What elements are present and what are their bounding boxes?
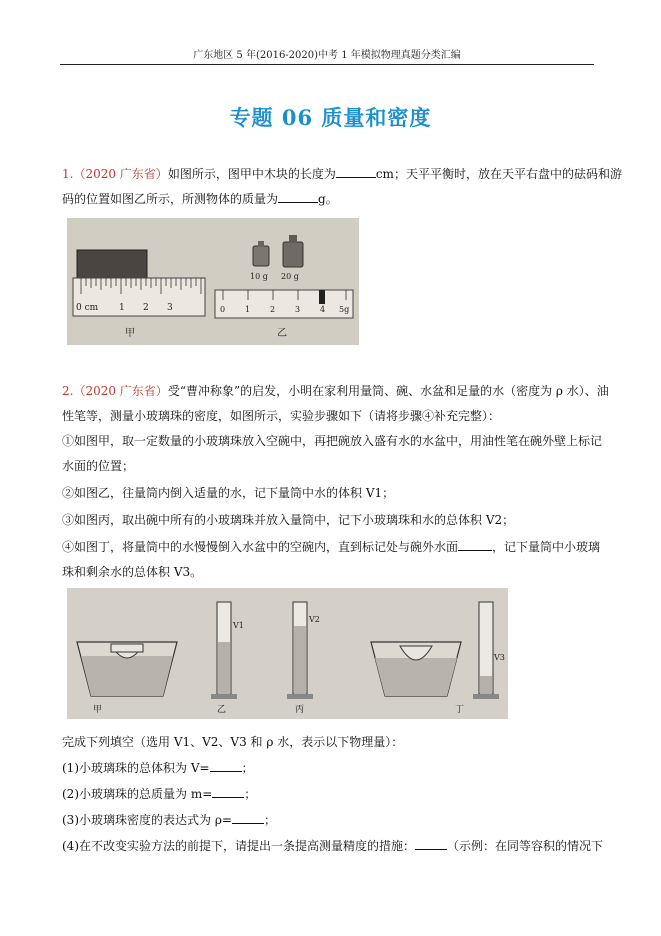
q2-blank-volume[interactable] bbox=[210, 760, 242, 772]
cyl-label-v3: V3 bbox=[494, 653, 505, 662]
q2-text-7b: ，记下量筒中小玻璃 bbox=[492, 540, 601, 554]
scale-label-5: 5g bbox=[339, 305, 350, 314]
q2-sub3-semicolon: ； bbox=[263, 813, 276, 827]
q2-text-7a: ④如图丁，将量筒中的水慢慢倒入水盆中的空碗内，直到标记处与碗外水面 bbox=[62, 540, 459, 554]
q2-text-1: 受“曹冲称象”的启发，小明在家利用量筒、碗、水盆和足量的水（密度为 ρ 水）、油 bbox=[167, 384, 609, 398]
page-title: 专题 06 质量和密度 bbox=[229, 105, 432, 130]
caption-fig-jia: 甲 bbox=[93, 705, 103, 715]
cyl-label-v2: V2 bbox=[309, 615, 320, 624]
page-header: 广东地区 5 年(2016-2020)中考 1 年模拟物理真题分类汇编 bbox=[60, 46, 594, 65]
q2-line3: ①如图甲，取一定数量的小玻璃珠放入空碗中，再把碗放入盛有水的水盆中，用油性笔在碗外壁上标记 bbox=[62, 434, 603, 448]
weight-label-10g: 10 g bbox=[250, 272, 268, 281]
scale-label-1: 1 bbox=[245, 305, 251, 314]
q2-blank-density[interactable] bbox=[232, 812, 264, 824]
q2-line5: ②如图乙，往量筒内倒入适量的水，记下量筒中水的体积 V1； bbox=[62, 486, 395, 500]
scale-label-2: 2 bbox=[270, 305, 276, 314]
q1-text-2a: 码的位置如图乙所示，所测物体的质量为 bbox=[62, 192, 279, 206]
ruler-label-1: 1 bbox=[119, 303, 125, 313]
balance-scale-bar bbox=[215, 290, 353, 318]
q1-blank-length[interactable] bbox=[336, 166, 376, 178]
rider bbox=[319, 290, 325, 304]
q2-blank-step4[interactable] bbox=[458, 539, 492, 551]
ruler-label-2: 2 bbox=[143, 303, 149, 313]
weight-10g bbox=[253, 246, 269, 266]
q2-sub1 bbox=[62, 757, 602, 779]
scale-label-0: 0 bbox=[220, 305, 226, 314]
q2-sub4-text-b: （示例：在同等容积的情况下 bbox=[447, 839, 604, 853]
q2-line4: 水面的位置； bbox=[62, 459, 135, 473]
caption-fig-yi: 乙 bbox=[217, 705, 227, 715]
q2-line1 bbox=[62, 380, 609, 402]
q2-sub2-text: (2)小玻璃珠的总质量为 m= bbox=[62, 787, 213, 801]
q2-sub3 bbox=[62, 809, 602, 831]
ruler-label-0: 0 cm bbox=[76, 303, 99, 313]
scale-label-4: 4 bbox=[320, 305, 326, 314]
q1-text-1a: 如图所示，图甲中木块的长度为 bbox=[167, 167, 336, 181]
caption-fig-bing: 丙 bbox=[295, 705, 305, 715]
q2-sub2 bbox=[62, 783, 602, 805]
q2-sub3-text: (3)小玻璃珠密度的表达式为 ρ= bbox=[62, 813, 232, 827]
q2-sub1-semicolon: ； bbox=[241, 761, 254, 775]
scale-label-3: 3 bbox=[295, 305, 301, 314]
q2-fill-intro: 完成下列填空（选用 V1、V2、V3 和 ρ 水，表示以下物理量）： bbox=[62, 735, 404, 749]
q2-blank-measure[interactable] bbox=[415, 838, 447, 850]
caption-fig-ding: 丁 bbox=[455, 705, 465, 715]
q2-line2: 性笔等，测量小玻璃珠的密度，如图所示，实验步骤如下（请将步骤④补充完整）： bbox=[62, 409, 501, 423]
q2-line7 bbox=[62, 536, 602, 558]
wood-block bbox=[77, 250, 147, 280]
q1-line1 bbox=[62, 163, 622, 185]
caption-yi: 乙 bbox=[277, 328, 287, 339]
q1-unit-g: g。 bbox=[318, 192, 338, 206]
weight-20g bbox=[283, 242, 303, 267]
q2-sub2-semicolon: ； bbox=[244, 787, 257, 801]
q2-head: 2.（2020 广东省） bbox=[62, 384, 168, 398]
q1-line2 bbox=[62, 188, 602, 210]
q2-sub4 bbox=[62, 835, 602, 857]
q2-blank-mass[interactable] bbox=[212, 786, 244, 798]
q2-sub4-text-a: (4)在不改变实验方法的前提下，请提出一条提高测量精度的措施： bbox=[62, 839, 416, 853]
q2-line8: 珠和剩余水的总体积 V3。 bbox=[62, 565, 203, 579]
q2-line6: ③如图丙，取出碗中所有的小玻璃珠并放入量筒中，记下小玻璃珠和水的总体积 V2； bbox=[62, 513, 515, 527]
caption-jia: 甲 bbox=[125, 328, 135, 339]
weight-label-20g: 20 g bbox=[281, 272, 299, 281]
ruler-label-3: 3 bbox=[167, 303, 173, 313]
q1-text-1b: ；天平平衡时，放在天平右盘中的砝码和游 bbox=[393, 167, 622, 181]
q1-head: 1.（2020 广东省） bbox=[62, 167, 168, 181]
q1-unit-cm: cm bbox=[375, 167, 394, 181]
q1-blank-mass[interactable] bbox=[278, 191, 318, 203]
q1-figure-photo bbox=[67, 218, 359, 345]
q2-figure-photo bbox=[67, 588, 508, 719]
cyl-label-v1: V1 bbox=[233, 621, 244, 630]
q2-sub1-text: (1)小玻璃珠的总体积为 V= bbox=[62, 761, 210, 775]
